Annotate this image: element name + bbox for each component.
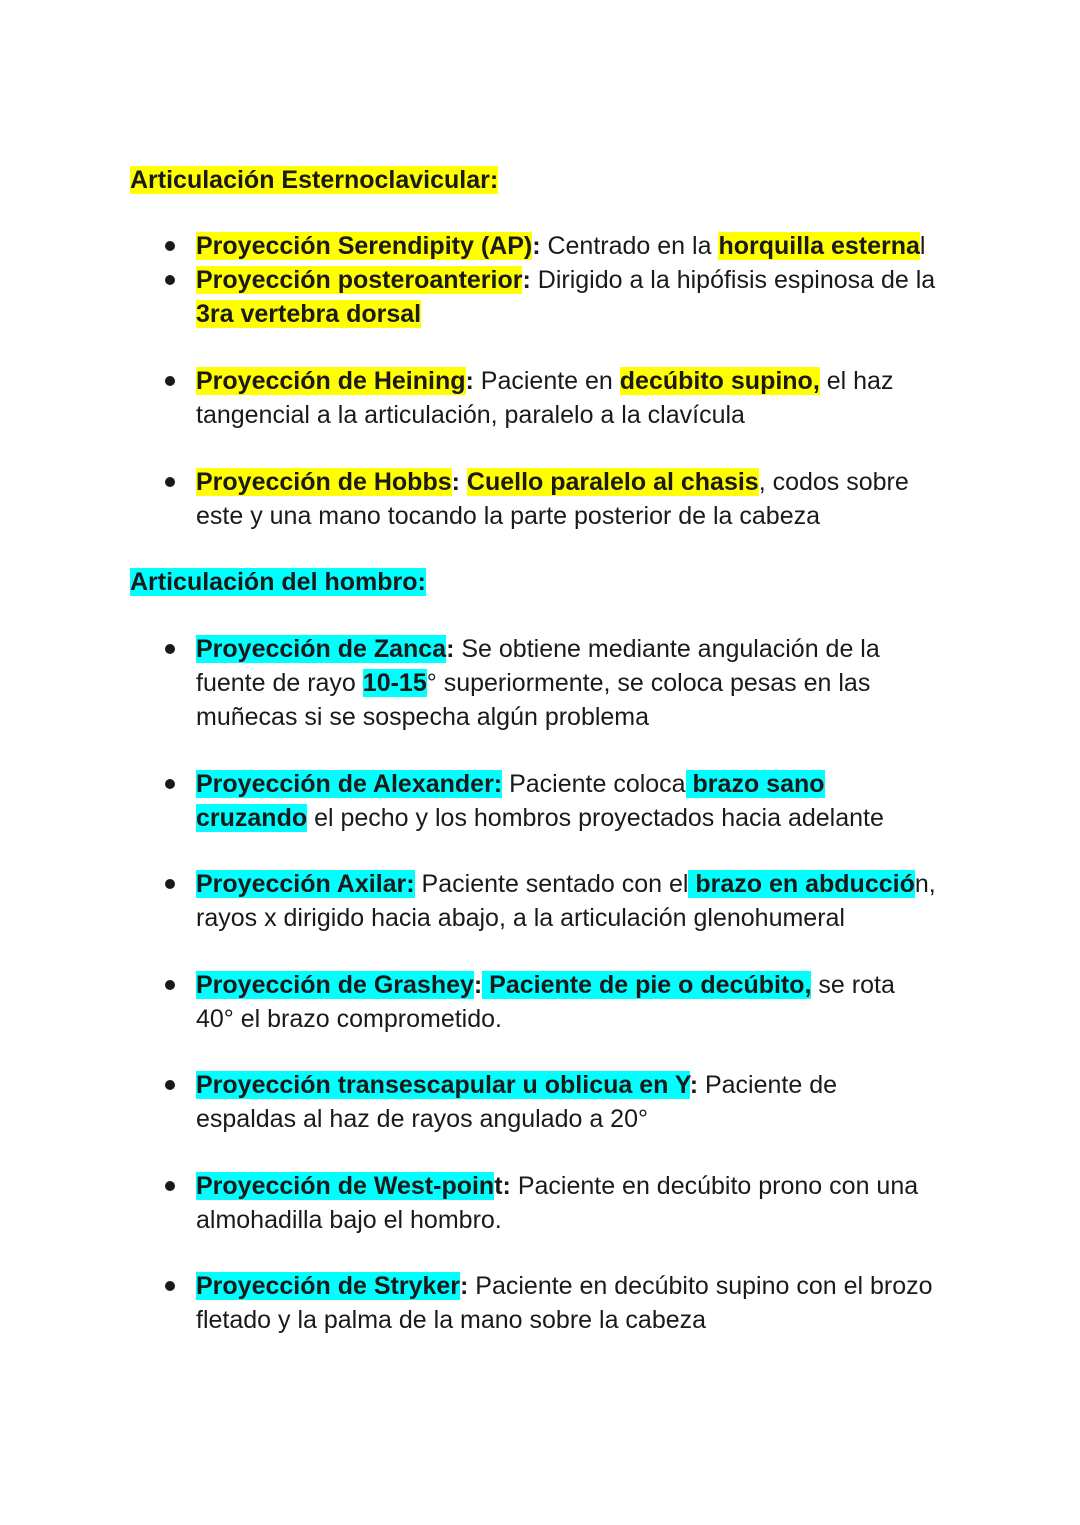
bullet-icon — [165, 1181, 175, 1191]
bullet-icon — [165, 644, 175, 654]
bullet-icon — [165, 1080, 175, 1090]
item-title: Proyección de Stryker — [196, 1272, 461, 1300]
item-title: Proyección de Grashey — [196, 971, 474, 999]
list-item: Proyección posteroanterior: Dirigido a la hipófisis espinosa de la 3ra vertebra dorsal — [196, 263, 966, 331]
list-item: Proyección de Stryker: Paciente en decúbito supino con el brozo fletado y la palma de la mano sobre la cabeza — [196, 1269, 966, 1337]
bullet-icon — [165, 980, 175, 990]
bullet-icon — [165, 477, 175, 487]
bullet-icon — [165, 376, 175, 386]
item-title: Proyección de West-poin — [196, 1172, 495, 1200]
list-item: Proyección de West-point: Paciente en decúbito prono con una almohadilla bajo el hombro. — [196, 1169, 966, 1237]
item-title: Proyección Axilar: — [196, 870, 415, 898]
item-title: Proyección de Heining — [196, 367, 466, 395]
item-title: Proyección de Zanca — [196, 635, 447, 663]
list-item: Proyección Serendipity (AP): Centrado en la horquilla esternal — [196, 229, 966, 263]
bullet-icon — [165, 1281, 175, 1291]
list-item: Proyección transescapular u oblicua en Y: Paciente de espaldas al haz de rayos angulado a 20° — [196, 1068, 966, 1136]
bullet-icon — [165, 779, 175, 789]
bullet-icon — [165, 879, 175, 889]
bullet-icon — [165, 241, 175, 251]
section-heading-hombro: Articulación del hombro: — [130, 568, 426, 596]
list-item: Proyección de Zanca: Se obtiene mediante angulación de la fuente de rayo 10-15° superiormente, se coloca pesas en las muñecas si se sospecha algún problema — [196, 632, 966, 734]
list-item: Proyección de Hobbs: Cuello paralelo al chasis, codos sobre este y una mano tocando la parte posterior de la cabeza — [196, 465, 966, 533]
list-item: Proyección de Alexander: Paciente coloca brazo sano cruzando el pecho y los hombros proyectados hacia adelante — [196, 767, 966, 835]
item-title: Proyección posteroanterior — [196, 266, 523, 294]
item-title: Proyección transescapular u oblicua en Y — [196, 1071, 690, 1099]
bullet-icon — [165, 275, 175, 285]
list-item: Proyección de Heining: Paciente en decúbito supino, el haz tangencial a la articulación, paralelo a la clavícula — [196, 364, 966, 432]
list-item: Proyección de Grashey: Paciente de pie o decúbito, se rota 40° el brazo comprometido. — [196, 968, 966, 1036]
list-item: Proyección Axilar: Paciente sentado con el brazo en abducción, rayos x dirigido hacia abajo, a la articulación glenohumeral — [196, 867, 966, 935]
item-title: Proyección de Alexander: — [196, 770, 503, 798]
item-title: Proyección de Hobbs — [196, 468, 452, 496]
section-heading-esternoclavicular: Articulación Esternoclavicular: — [130, 166, 499, 194]
item-title: Proyección Serendipity (AP) — [196, 232, 533, 260]
